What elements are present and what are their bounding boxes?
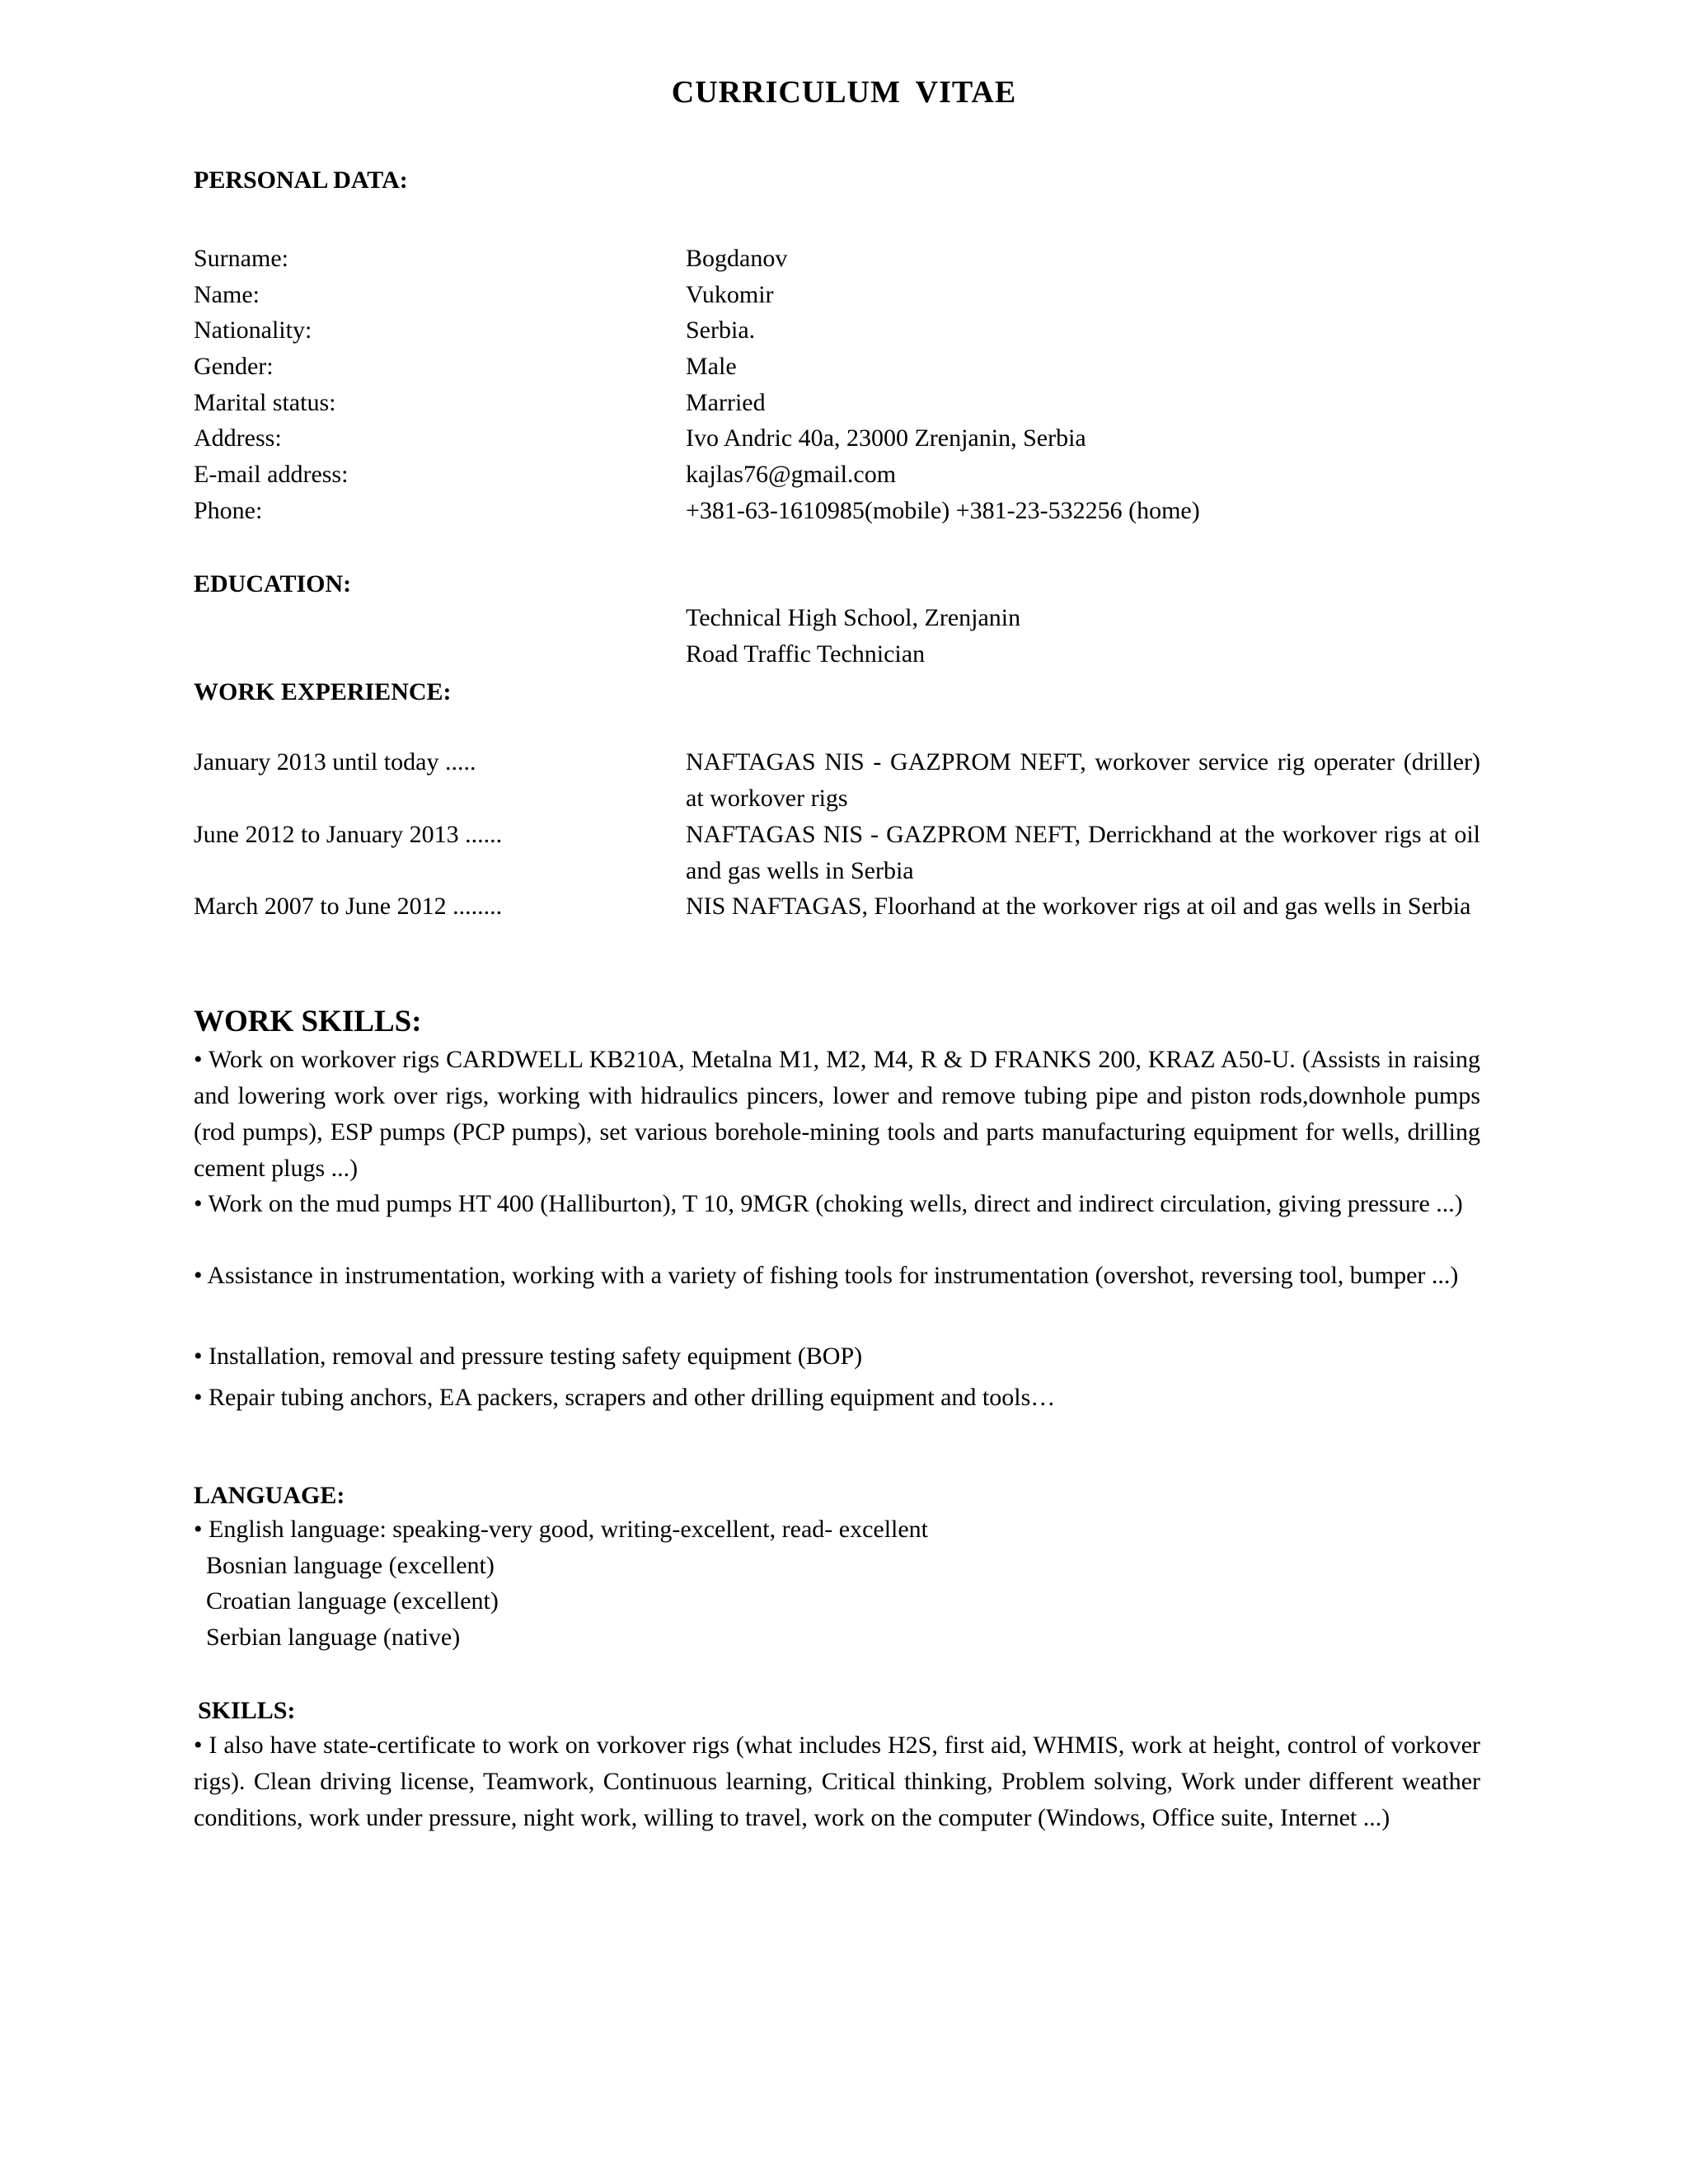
gender-value: Male: [686, 353, 737, 380]
document-title: CURRICULUM VITAE: [671, 75, 1017, 110]
education-profession: Road Traffic Technician: [686, 640, 926, 668]
gender-label: Gender:: [194, 353, 274, 380]
work-skill-item-3: • Assistance in instrumentation, working with a variety of fishing tools for instrumentation (overshot, reversing tool, bumper ...): [194, 1262, 1459, 1289]
name-value: Vukomir: [686, 281, 774, 308]
language-english: • English language: speaking-very good, writing-excellent, read- excellent: [194, 1516, 929, 1543]
phone-label: Phone:: [194, 497, 263, 524]
work-skill-item-1: • Work on workover rigs CARDWELL KB210A, Metalna M1, M2, M4, R & D FRANKS 200, KRAZ A50-U. (Assists in raising and lowering work over rigs, working with hidraulics pincers, lower and remove tubing pipe and piston rods,downhole pumps (rod pumps), ESP pumps (PCP pumps), set various borehole-mining tools and parts manufacturing equipment for wells, drilling cement plugs ...): [194, 1046, 1480, 1182]
surname-value: Bogdanov: [686, 245, 788, 272]
experience-description-3: NIS NAFTAGAS, Floorhand at the workover rigs at oil and gas wells in Serbia: [686, 893, 1471, 920]
education-school: Technical High School, Zrenjanin: [686, 604, 1021, 631]
nationality-label: Nationality:: [194, 316, 312, 344]
experience-description-2: NAFTAGAS NIS - GAZPROM NEFT, Derrickhand at the workover rigs at oil and gas wells in Serbia: [686, 821, 1480, 884]
work-experience-heading: WORK EXPERIENCE:: [194, 678, 452, 705]
marital-status-value: Married: [686, 389, 766, 416]
experience-period-2: June 2012 to January 2013 ......: [194, 821, 503, 848]
address-label: Address:: [194, 424, 282, 452]
experience-period-1: January 2013 until today .....: [194, 748, 476, 776]
experience-description-1: NAFTAGAS NIS - GAZPROM NEFT, workover service rig operater (driller) at workover rigs: [686, 748, 1480, 812]
skills-heading: SKILLS:: [198, 1697, 296, 1724]
personal-data-heading: PERSONAL DATA:: [194, 166, 408, 194]
skills-text: • I also have state-certificate to work on vorkover rigs (what includes H2S, first aid, WHMIS, work at height, control of vorkover rigs). Clean driving license, Teamwork, Continuous learning, Critical thinking, Problem solving, Work under different weather conditions, work under pressure, night work, willing to travel, work on the computer (Windows, Office suite, Internet ...): [194, 1732, 1480, 1831]
work-skill-item-5: • Repair tubing anchors, EA packers, scrapers and other drilling equipment and tools…: [194, 1384, 1056, 1411]
language-serbian: Serbian language (native): [206, 1624, 461, 1651]
nationality-value: Serbia.: [686, 316, 756, 344]
education-heading: EDUCATION:: [194, 570, 352, 598]
surname-label: Surname:: [194, 245, 288, 272]
work-skills-heading: WORK SKILLS:: [194, 1005, 422, 1038]
language-heading: LANGUAGE:: [194, 1482, 345, 1509]
email-label: E-mail address:: [194, 461, 349, 488]
address-value: Ivo Andric 40a, 23000 Zrenjanin, Serbia: [686, 424, 1086, 452]
work-skill-item-2: • Work on the mud pumps HT 400 (Halliburton), T 10, 9MGR (choking wells, direct and indirect circulation, giving pressure ...): [194, 1190, 1463, 1217]
work-skill-item-4: • Installation, removal and pressure testing safety equipment (BOP): [194, 1343, 863, 1370]
language-bosnian: Bosnian language (excellent): [206, 1552, 495, 1579]
experience-period-3: March 2007 to June 2012 ........: [194, 893, 503, 920]
phone-value: +381-63-1610985(mobile) +381-23-532256 (home): [686, 497, 1200, 524]
email-value: kajlas76@gmail.com: [686, 461, 897, 488]
language-croatian: Croatian language (excellent): [206, 1587, 499, 1615]
name-label: Name:: [194, 281, 260, 308]
marital-status-label: Marital status:: [194, 389, 336, 416]
